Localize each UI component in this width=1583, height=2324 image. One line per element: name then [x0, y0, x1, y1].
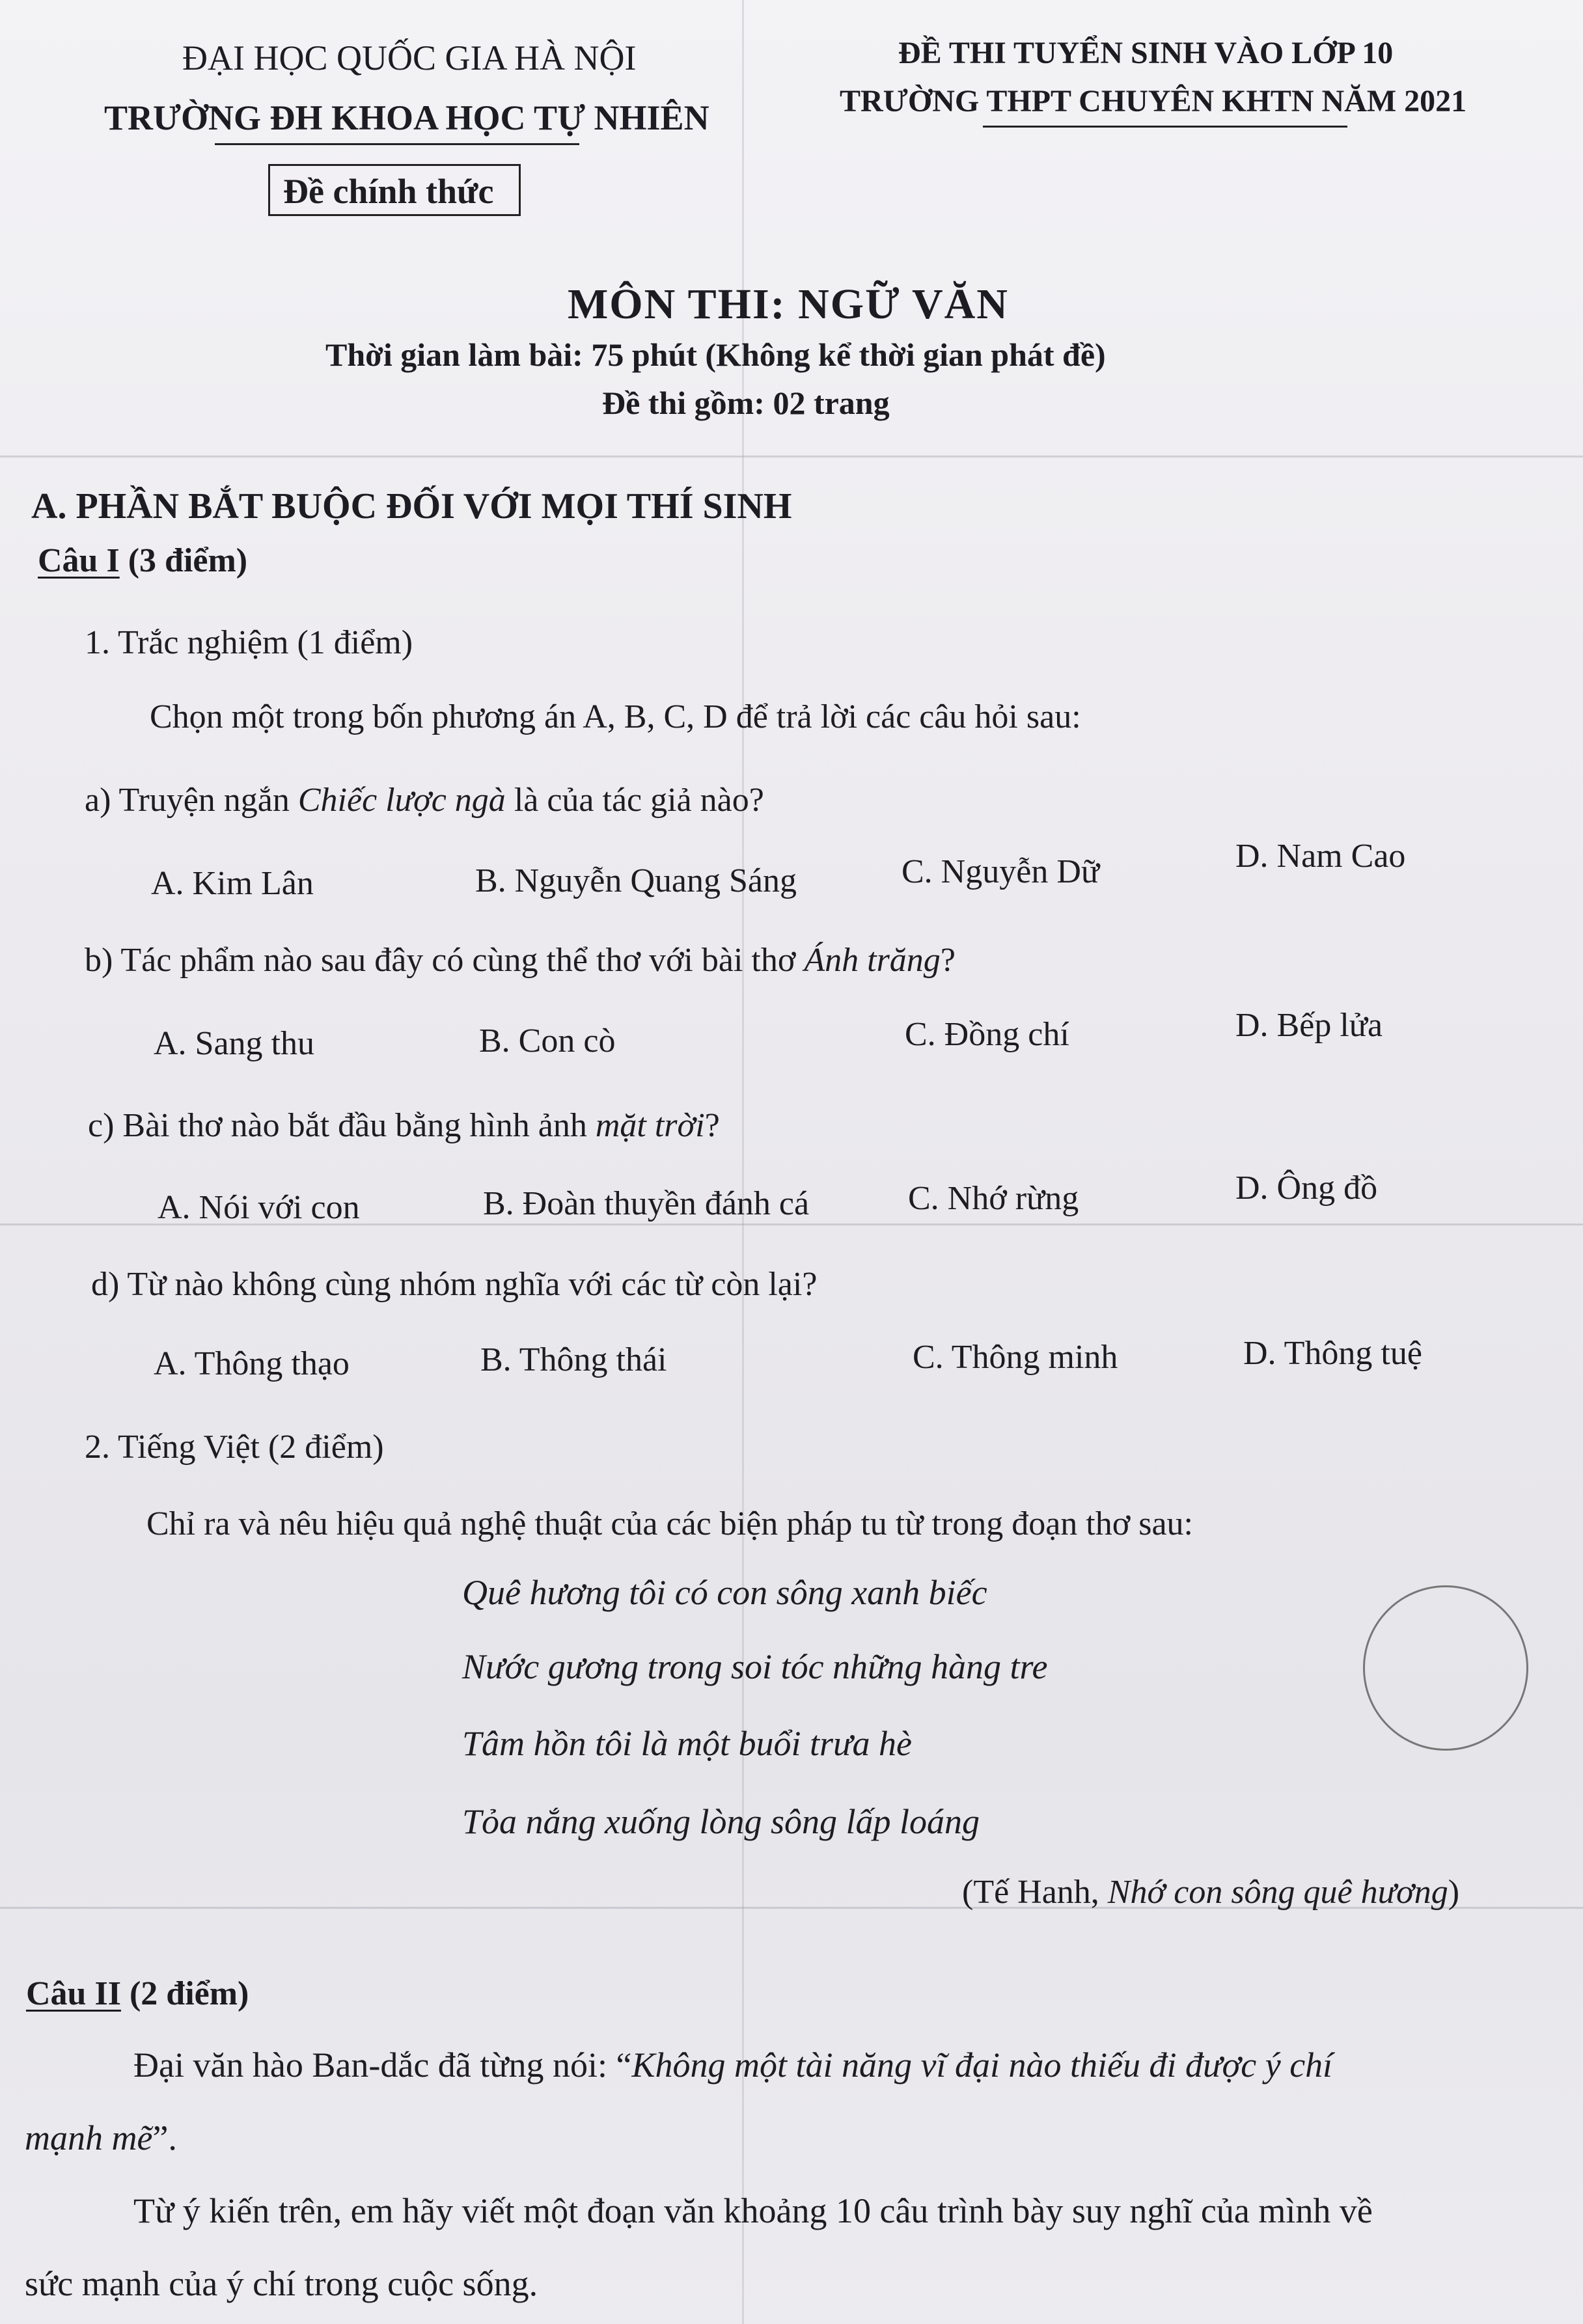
poem-source-author: (Tế Hanh,: [962, 1874, 1108, 1911]
poem-line-4: Tỏa nắng xuống lòng sông lấp loáng: [462, 1802, 980, 1841]
option-c-d: D. Ông đồ: [1235, 1169, 1378, 1207]
multiple-choice-instruction: Chọn một trong bốn phương án A, B, C, D để trả lời các câu hỏi sau:: [150, 698, 1081, 735]
exam-pages: Đề thi gồm: 02 trang: [602, 385, 890, 421]
option-b-b: B. Con cò: [479, 1022, 616, 1059]
option-a-b: B. Nguyễn Quang Sáng: [475, 862, 797, 899]
option-b-c: C. Đồng chí: [905, 1016, 1069, 1053]
question-2-paragraph-2-cont: sức mạnh của ý chí trong cuộc sống.: [25, 2264, 538, 2303]
question-d: d) Từ nào không cùng nhóm nghĩa với các từ còn lại?: [91, 1266, 818, 1303]
question-2-paragraph-1: [133, 2045, 1332, 2085]
quote-close: ”.: [152, 2118, 177, 2157]
paper-fold: [0, 456, 1583, 458]
option-b-d: D. Bếp lửa: [1235, 1007, 1383, 1044]
option-d-d: D. Thông tuệ: [1243, 1335, 1422, 1372]
option-a-a: A. Kim Lân: [151, 865, 314, 902]
question-b-text: b) Tác phẩm nào sau đây có cùng thể thơ với bài thơ: [85, 942, 805, 979]
subject-title: MÔN THI: NGỮ VĂN: [568, 280, 1009, 328]
quote-text: Không một tài năng vĩ đại nào thiếu đi được ý chí: [631, 2045, 1333, 2085]
exam-school: TRƯỜNG THPT CHUYÊN KHTN NĂM 2021: [840, 84, 1467, 118]
school-name: TRƯỜNG ĐH KHOA HỌC TỰ NHIÊN: [104, 98, 709, 137]
question-2-heading: [26, 1975, 249, 2013]
question-b: [85, 941, 956, 979]
question-1-label: Câu I: [38, 542, 120, 579]
question-c-title: mặt trời: [595, 1107, 705, 1144]
option-c-a: A. Nói với con: [158, 1189, 360, 1226]
question-1-heading: [38, 541, 247, 580]
exam-title: ĐỀ THI TUYỂN SINH VÀO LỚP 10: [898, 36, 1394, 70]
exam-underline: [983, 126, 1347, 128]
university-name: ĐẠI HỌC QUỐC GIA HÀ NỘI: [182, 38, 637, 77]
question-a-text-end: là của tác giả nào?: [505, 782, 764, 819]
quote-intro: Đại văn hào Ban-dắc đã từng nói: “: [133, 2045, 632, 2085]
poem-source: [962, 1873, 1459, 1911]
option-b-a: A. Sang thu: [154, 1025, 314, 1062]
official-label: Đề chính thức: [283, 172, 494, 211]
vietnamese-instruction: Chỉ ra và nêu hiệu quả nghệ thuật của các biện pháp tu từ trong đoạn thơ sau:: [146, 1505, 1193, 1542]
question-2-points: (2 điểm): [120, 1975, 249, 2012]
poem-line-2: Nước gương trong soi tóc những hàng tre: [462, 1647, 1048, 1686]
question-1-points: (3 điểm): [119, 542, 248, 579]
question-2-paragraph-2: Từ ý kiến trên, em hãy viết một đoạn văn khoảng 10 câu trình bày suy nghĩ của mình về: [133, 2191, 1373, 2230]
official-stamp-box: [268, 164, 521, 216]
question-a-title: Chiếc lược ngà: [297, 782, 506, 819]
question-2-paragraph-1-cont: [25, 2118, 177, 2158]
option-d-b: B. Thông thái: [480, 1341, 667, 1378]
vietnamese-title: 2. Tiếng Việt (2 điểm): [85, 1429, 384, 1466]
poem-line-3: Tâm hồn tôi là một buổi trưa hè: [462, 1724, 912, 1763]
question-c-text: c) Bài thơ nào bắt đầu bằng hình ảnh: [88, 1107, 596, 1144]
option-a-c: C. Nguyễn Dữ: [902, 853, 1100, 890]
multiple-choice-title: 1. Trắc nghiệm (1 điểm): [85, 624, 413, 661]
hand-drawn-circle: [1363, 1585, 1528, 1751]
option-d-c: C. Thông minh: [913, 1339, 1118, 1376]
poem-source-title: Nhớ con sông quê hương: [1107, 1874, 1448, 1911]
school-underline: [215, 143, 579, 145]
question-c: [88, 1106, 720, 1145]
poem-source-end: ): [1448, 1874, 1460, 1911]
question-a: [85, 781, 764, 819]
quote-text-end: mạnh mẽ: [25, 2118, 153, 2157]
option-d-a: A. Thông thạo: [154, 1345, 350, 1382]
part-a-heading: A. PHẦN BẮT BUỘC ĐỐI VỚI MỌI THÍ SINH: [31, 486, 792, 526]
question-c-text-end: ?: [704, 1107, 720, 1144]
poem-line-1: Quê hương tôi có con sông xanh biếc: [462, 1573, 987, 1612]
option-c-c: C. Nhớ rừng: [908, 1180, 1079, 1217]
question-b-title: Ánh trăng: [804, 942, 941, 979]
option-c-b: B. Đoàn thuyền đánh cá: [483, 1185, 810, 1222]
option-a-d: D. Nam Cao: [1235, 838, 1406, 875]
question-2-label: Câu II: [26, 1975, 121, 2012]
exam-duration: Thời gian làm bài: 75 phút (Không kể thời gian phát đề): [325, 336, 1106, 373]
question-b-text-end: ?: [940, 942, 956, 979]
question-a-text: a) Truyện ngắn: [85, 782, 298, 819]
